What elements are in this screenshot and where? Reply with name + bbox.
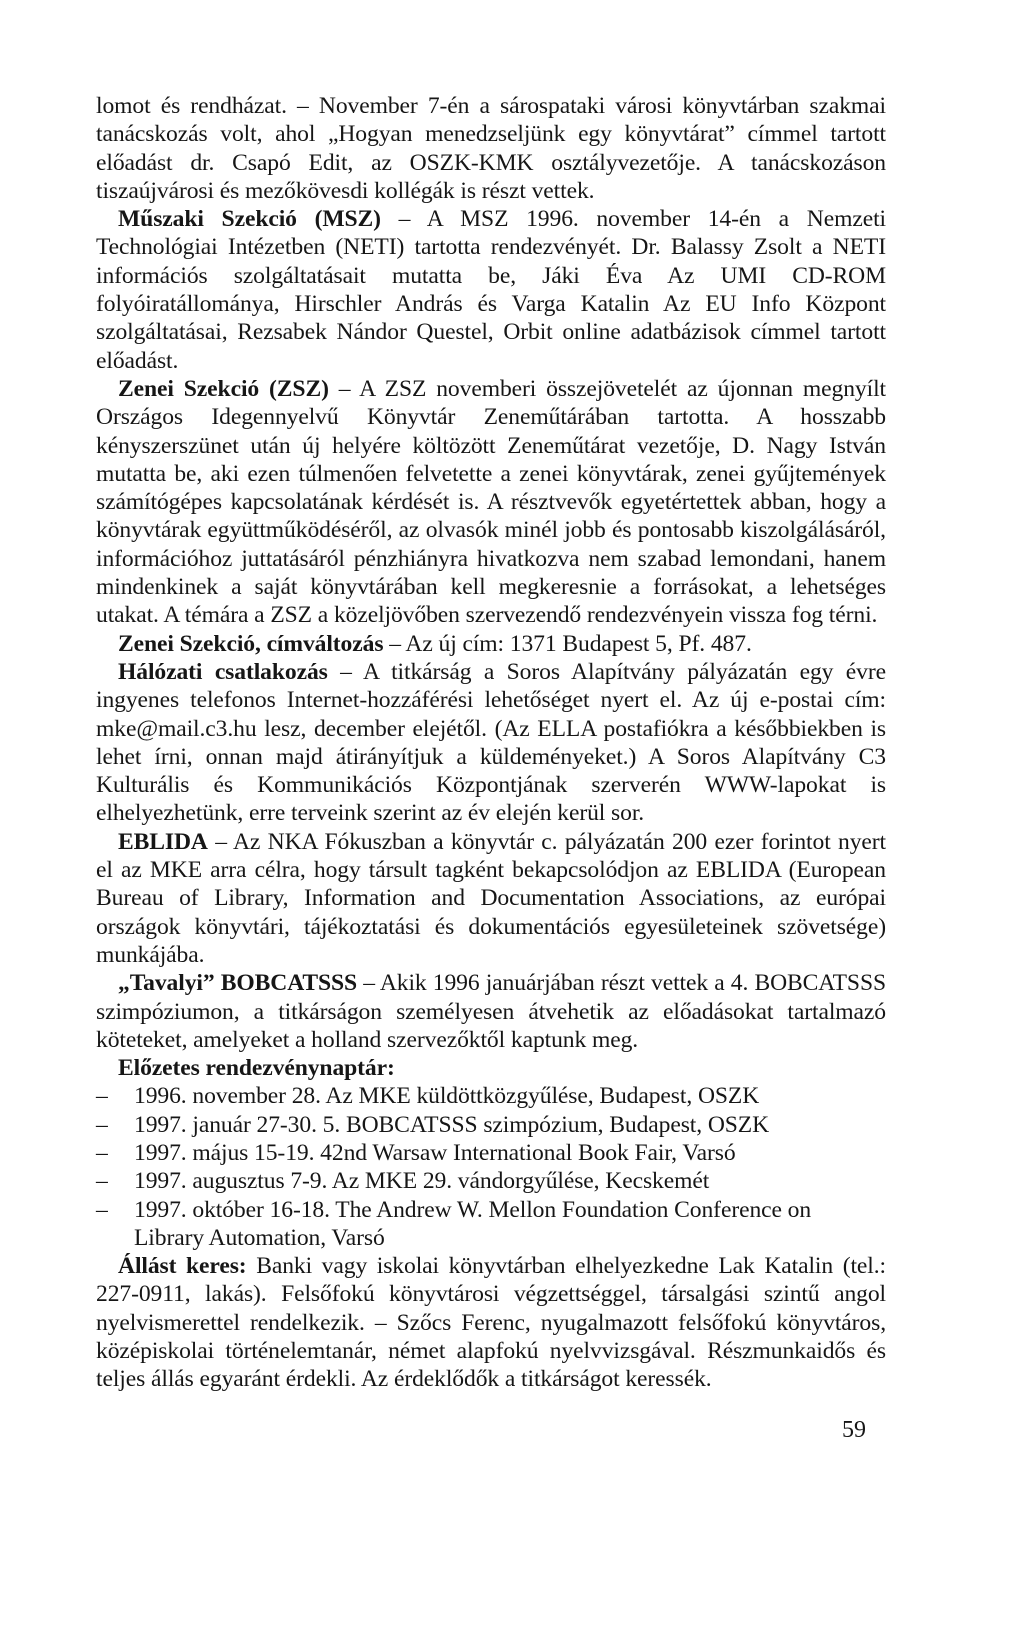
paragraph-bobcatsss: „Tavalyi” BOBCATSSS – Akik 1996 januárjában részt vettek a 4. BOBCATSSS szimpóziumon, a titkárságon személyesen átvehetik az előadásokat tartalmazó köteteket, amelyeket a holland szervezőktől kaptunk meg. — [96, 970, 886, 1053]
event-item: – 1997. augusztus 7-9. Az MKE 29. vándorgyűlése, Kecskemét — [96, 1168, 710, 1195]
body-text — [96, 92, 886, 1394]
paragraph-heading: Hálózati csatlakozás — [118, 658, 328, 685]
paragraph-allast-keres: Állást keres: Banki vagy iskolai könyvtárban elhelyezkedne Lak Katalin (tel.: 227-0911, lakás). Felsőfokú könyvtárosi végzettséggel, társalgási szintű angol nyelvismerettel rendelkezik. – Szőcs Ferenc, nyugalmazott felsőfokú könyvtáros, középiskolai történelemtanár, német alapfokú nyelvvizsgával. Részmunkaidős és teljes állás egyaránt érdekli. Az érdeklődők a titkárságot keressék. — [96, 1253, 886, 1393]
paragraph-heading: Állást keres: — [118, 1253, 247, 1280]
event-item: – 1997. május 15-19. 42nd Warsaw International Book Fair, Varsó — [96, 1139, 736, 1166]
calendar-heading: Előzetes rendezvénynaptár: — [118, 1055, 395, 1082]
paragraph-eblida: EBLIDA – Az NKA Fókuszban a könyvtár c. pályázatán 200 ezer forintot nyert el az MKE arra célra, hogy társult tagként bekapcsolódjon az EBLIDA (European Bureau of Library, Information and Documentation Associations, az európai országok könyvtári, tájékoztatási és dokumentációs egyesületeinek szövetsége) munkájába. — [96, 828, 886, 968]
paragraph-muszaki-szekcio: Műszaki Szekció (MSZ) – A MSZ 1996. november 14-én a Nemzeti Technológiai Intézetben (NETI) tartotta rendezvényét. Dr. Balassy Zsolt a NETI információs szolgáltatásait mutatta be, Jáki Éva Az UMI CD-ROM folyóiratállománya, Hirschler András és Varga Katalin Az EU Info Központ szolgáltatásai, Rezsabek Nándor Questel, Orbit online adatbázisok címmel tartott előadást. — [96, 206, 886, 374]
paragraph-heading: Műszaki Szekció (MSZ) — [118, 206, 381, 233]
paragraph-heading: „Tavalyi” BOBCATSSS — [118, 970, 358, 997]
event-item: – 1997. október 16-18. The Andrew W. Mellon Foundation Conference on Library Automation, Varsó — [96, 1196, 812, 1251]
paragraph-zenei-szekcio: Zenei Szekció (ZSZ) – A ZSZ novemberi összejövetelét az újonnan megnyílt Országos Idegennyelvű Könyvtár Zeneműtárában tartotta. A hosszabb kényszerszünet után új helyére költözött Zeneműtárat vezetője, D. Nagy István mutatta be, aki ezen túlmenően felvetette a zenei könyvtárak, zenei gyűjtemények számítógépes kapcsolatának kérdését is. A résztvevők egyetértettek abban, hogy a könyvtárak együttműködéséről, az olvasók minél jobb és pontosabb kiszolgálásáról, információhoz juttatásáról pénzhiányra hivatkozva nem szabad lemondani, hanem mindenkinek a saját könyvtárában kell megkeresnie a forrásokat, a lehetséges utakat. A témára a ZSZ a közeljövőben szervezendő rendezvényein vissza fog térni. — [96, 375, 886, 629]
paragraph-continuation: lomot és rendházat. – November 7-én a sárospataki városi könyvtárban szakmai tanácskozás volt, ahol „Hogyan menedzseljünk egy könyvtárat” címmel tartott előadást dr. Csapó Edit, az OSZK-KMK osztályvezetője. A tanácskozáson tiszaújvárosi és mezőkövesdi kollégák is részt vettek. — [96, 93, 886, 204]
event-item: – 1997. január 27-30. 5. BOBCATSSS szimpózium, Budapest, OSZK — [96, 1111, 770, 1138]
event-list — [96, 1082, 886, 1252]
paragraph-cimvaltozas: Zenei Szekció, címváltozás – Az új cím: 1371 Budapest 5, Pf. 487. — [118, 630, 752, 657]
page-number: 59 — [842, 1417, 866, 1443]
paragraph-heading: Zenei Szekció, címváltozás — [118, 630, 384, 657]
event-item: – 1996. november 28. Az MKE küldöttközgyűlése, Budapest, OSZK — [96, 1083, 760, 1110]
paragraph-heading: Zenei Szekció (ZSZ) — [118, 375, 329, 402]
paragraph-halozati-csatlakozas: Hálózati csatlakozás – A titkárság a Soros Alapítvány pályázatán egy évre ingyenes telefonos Internet-hozzáférési lehetőséget nyert el. Az új e-postai cím: mke@mail.c3.hu lesz, december elejétől. (Az ELLA postafiókra a későbbiekben is lehet írni, onnan majd átirányítjuk a küldeményeket.) A Soros Alapítvány C3 Kulturális és Kommunikációs Központjának szerverén WWW-lapokat is elhelyezhetünk, erre terveink szerint az év elején kerül sor. — [96, 658, 887, 827]
paragraph-heading: EBLIDA — [118, 828, 208, 855]
